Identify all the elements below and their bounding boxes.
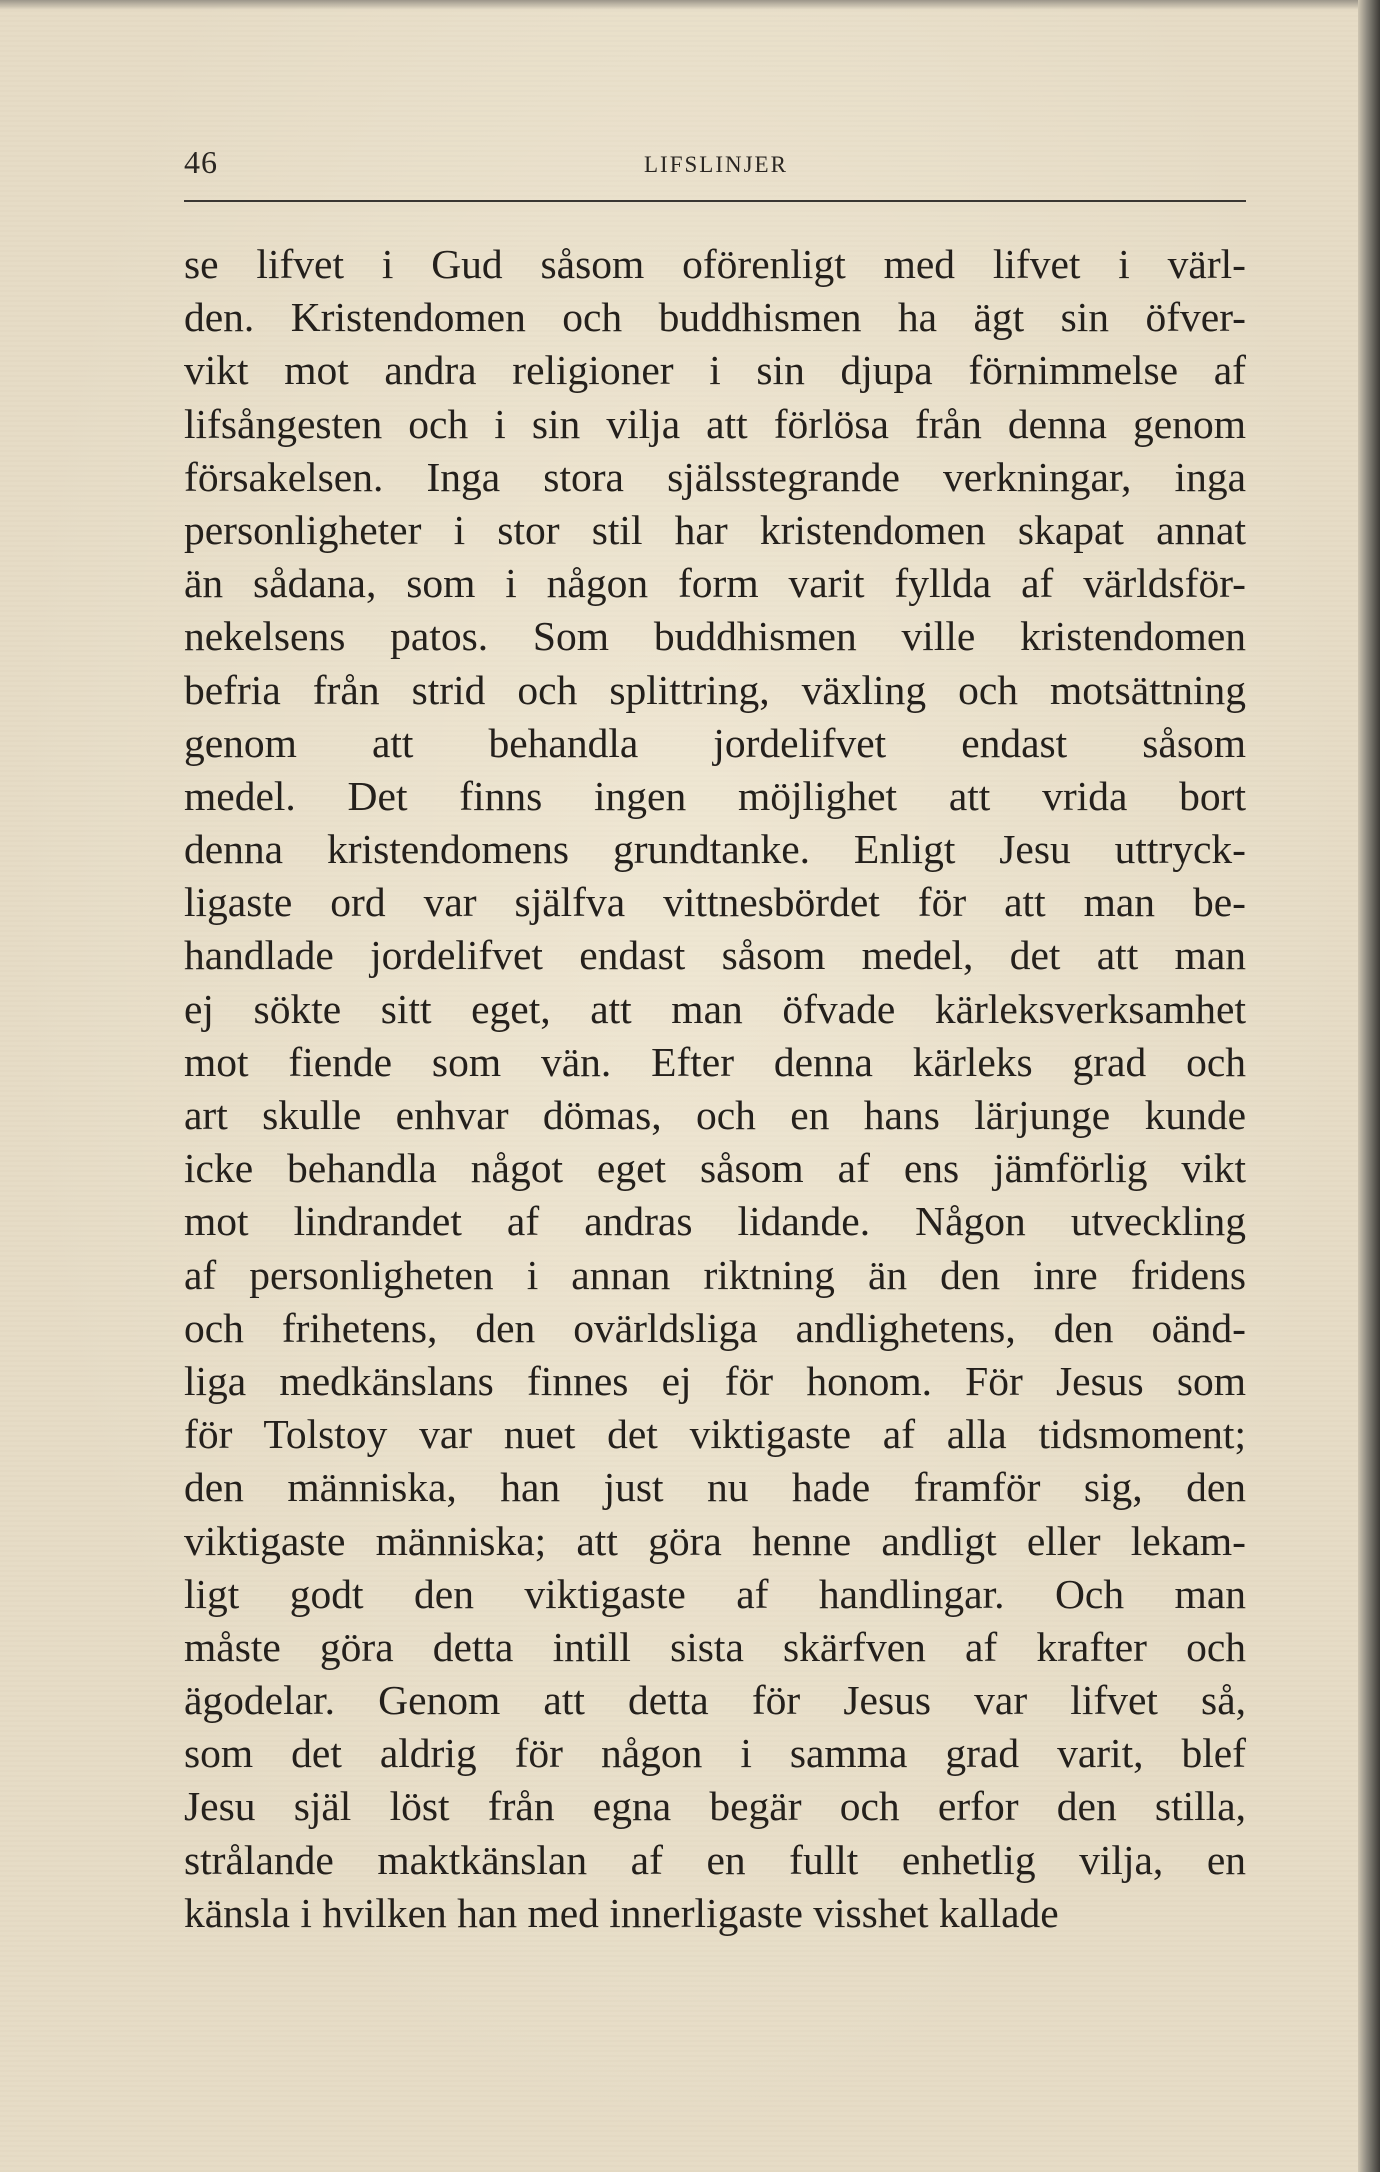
text-line: befria från strid och splittring, växling och motsättning <box>184 666 1246 713</box>
text-line: strålande maktkänslan af en fullt enhetlig vilja, en <box>184 1836 1246 1883</box>
text-line: ej sökte sitt eget, att man öfvade kärleksverksamhet <box>184 985 1246 1032</box>
text-line: icke behandla något eget såsom af ens jämförlig vikt <box>184 1145 1246 1192</box>
text-line: denna kristendomens grundtanke. Enligt Jesu uttryck- <box>184 826 1246 873</box>
text-line: af personligheten i annan riktning än den inre fridens <box>184 1251 1246 1298</box>
text-line: lifsångesten och i sin vilja att förlösa från denna genom <box>184 400 1246 447</box>
body-text <box>184 238 1246 1940</box>
text-line: genom att behandla jordelifvet endast såsom <box>184 719 1246 766</box>
text-line: mot fiende som vän. Efter denna kärleks grad och <box>184 1038 1246 1085</box>
text-line: handlade jordelifvet endast såsom medel, det att man <box>184 932 1246 979</box>
text-line: viktigaste människa; att göra henne andligt eller lekam- <box>184 1517 1246 1564</box>
text-line: nekelsens patos. Som buddhismen ville kristendomen <box>184 613 1246 660</box>
text-line: art skulle enhvar dömas, och en hans lärjunge kunde <box>184 1092 1246 1138</box>
text-line: personligheter i stor stil har kristendomen skapat annat <box>184 506 1246 553</box>
text-line: mot lindrandet af andras lidande. Någon utveckling <box>184 1198 1246 1245</box>
page-top-edge <box>0 0 1360 10</box>
text-line: ligt godt den viktigaste af handlingar. Och man <box>184 1570 1246 1617</box>
text-line: Jesu själ löst från egna begär och erfor den stilla, <box>184 1783 1246 1830</box>
text-line: ägodelar. Genom att detta för Jesus var lifvet så, <box>184 1677 1246 1724</box>
text-line: som det aldrig för någon i samma grad varit, blef <box>184 1730 1246 1777</box>
page-number: 46 <box>184 144 218 180</box>
text-line: medel. Det finns ingen möjlighet att vrida bort <box>184 772 1246 819</box>
text-line: för Tolstoy var nuet det viktigaste af alla tidsmoment; <box>184 1411 1246 1458</box>
text-line: försakelsen. Inga stora själsstegrande verkningar, inga <box>184 453 1246 500</box>
text-line: måste göra detta intill sista skärfven af krafter och <box>184 1623 1246 1670</box>
text-line: den. Kristendomen och buddhismen ha ägt sin öfver- <box>184 294 1246 341</box>
running-title: LIFSLINJER <box>644 152 788 177</box>
page-right-edge <box>1358 0 1380 2172</box>
page-header <box>184 144 1246 202</box>
text-line: vikt mot andra religioner i sin djupa förnimmelse af <box>184 347 1246 394</box>
text-line: än sådana, som i någon form varit fyllda af världsför- <box>184 560 1246 607</box>
text-line: och frihetens, den ovärldsliga andlighetens, den oänd- <box>184 1304 1246 1351</box>
text-line: se lifvet i Gud såsom oförenligt med lifvet i värl- <box>184 241 1246 287</box>
text-line: den människa, han just nu hade framför sig, den <box>184 1464 1246 1511</box>
text-line: ligaste ord var själfva vittnesbördet för att man be- <box>184 879 1246 926</box>
text-line: liga medkänslans finnes ej för honom. För Jesus som <box>184 1357 1246 1404</box>
text-line: känsla i hvilken han med innerligaste visshet kallade <box>184 1889 1059 1936</box>
